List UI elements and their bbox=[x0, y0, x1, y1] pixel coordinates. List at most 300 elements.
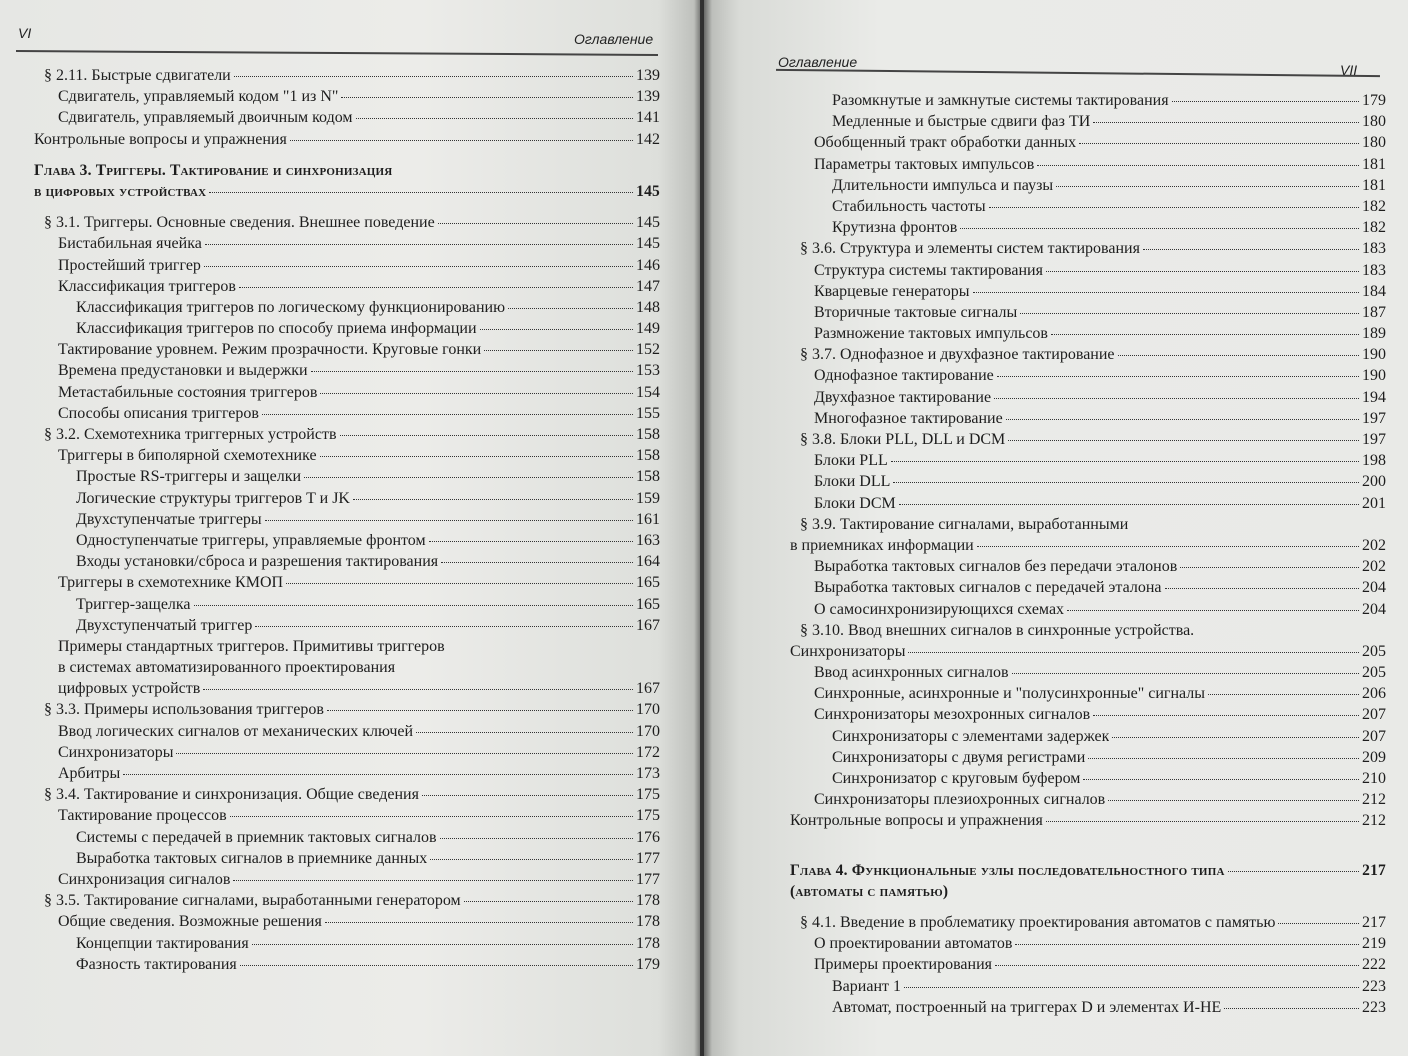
toc-entry-title: Ввод асинхронных сигналов bbox=[814, 664, 1009, 682]
toc-entry bbox=[34, 447, 660, 468]
toc-entry-title: Структура системы тактирования bbox=[814, 261, 1043, 279]
toc-page-number: 165 bbox=[636, 574, 660, 592]
toc-entry bbox=[34, 829, 660, 850]
toc-entry-title: Классификация триггеров по способу приема информации bbox=[76, 320, 477, 338]
toc-dot-leader bbox=[1067, 610, 1359, 611]
toc-entry-title: § 3.6. Структура и элементы систем тактирования bbox=[800, 240, 1140, 258]
toc-entry bbox=[790, 579, 1386, 600]
toc-entry-title: О проектировании автоматов bbox=[814, 935, 1013, 953]
toc-dot-leader bbox=[240, 965, 633, 966]
toc-entry-title: в системах автоматизированного проектирования bbox=[58, 659, 396, 677]
toc-entry bbox=[34, 680, 660, 701]
toc-page-number: 142 bbox=[636, 130, 660, 148]
toc-entry-title: § 3.10. Ввод внешних сигналов в синхронные устройства. bbox=[800, 621, 1195, 639]
toc-entry bbox=[790, 92, 1386, 113]
toc-entry bbox=[34, 490, 660, 511]
right-running-head: Оглавление bbox=[778, 54, 858, 70]
toc-entry-title: § 3.9. Тактирование сигналами, выработанными bbox=[800, 515, 1129, 533]
toc-entry bbox=[34, 320, 660, 341]
toc-dot-leader bbox=[908, 652, 1359, 653]
left-folio: VI bbox=[18, 25, 32, 41]
toc-entry bbox=[790, 728, 1386, 749]
toc-entry-title: Сдвигатель, управляемый двоичным кодом bbox=[58, 109, 353, 127]
toc-entry-title: § 4.1. Введение в проблематику проектирования автоматов с памятью bbox=[800, 913, 1276, 931]
toc-dot-leader bbox=[252, 944, 633, 945]
toc-dot-leader bbox=[1278, 923, 1359, 924]
toc-dot-leader bbox=[960, 228, 1359, 229]
toc-entry bbox=[34, 362, 660, 383]
toc-entry bbox=[790, 770, 1386, 791]
toc-dot-leader bbox=[327, 710, 633, 711]
toc-dot-leader bbox=[1051, 334, 1359, 335]
toc-entry bbox=[790, 219, 1386, 240]
left-toc-list bbox=[34, 67, 660, 977]
toc-entry-title: Вторичные тактовые сигналы bbox=[814, 303, 1018, 321]
toc-dot-leader bbox=[904, 987, 1359, 988]
toc-page-number: 147 bbox=[636, 277, 660, 295]
toc-page-number: 180 bbox=[1362, 113, 1386, 131]
toc-dot-leader bbox=[234, 76, 633, 77]
toc-page-number: 179 bbox=[636, 955, 660, 973]
toc-dot-leader bbox=[416, 732, 633, 733]
toc-dot-leader bbox=[286, 583, 633, 584]
toc-dot-leader bbox=[1112, 737, 1359, 738]
toc-entry-title: Размножение тактовых импульсов bbox=[814, 325, 1048, 343]
toc-entry-title: Общие сведения. Возможные решения bbox=[58, 913, 322, 931]
toc-entry-title: Концепции тактирования bbox=[76, 934, 249, 952]
toc-dot-leader bbox=[1015, 944, 1359, 945]
toc-page-number: 163 bbox=[636, 531, 660, 549]
toc-page-number: 181 bbox=[1362, 155, 1386, 173]
toc-dot-leader bbox=[340, 435, 633, 436]
toc-entry-title: Вариант 1 bbox=[832, 977, 901, 995]
toc-page-number: 204 bbox=[1362, 600, 1386, 618]
toc-entry bbox=[34, 426, 660, 447]
toc-page-number: 154 bbox=[636, 383, 660, 401]
toc-entry bbox=[34, 659, 660, 680]
toc-entry bbox=[790, 177, 1386, 198]
toc-page-number: 139 bbox=[636, 88, 660, 106]
toc-entry-title: Двухфазное тактирование bbox=[814, 388, 992, 406]
toc-entry-title: Крутизна фронтов bbox=[832, 219, 958, 237]
toc-page-number: 205 bbox=[1362, 642, 1386, 660]
toc-page-number: 158 bbox=[636, 447, 660, 465]
toc-page-number: 209 bbox=[1362, 748, 1386, 766]
toc-page-number: 181 bbox=[1362, 176, 1386, 194]
toc-page-number: 200 bbox=[1362, 473, 1386, 491]
toc-entry bbox=[34, 214, 660, 235]
toc-entry bbox=[34, 723, 660, 744]
toc-dot-leader bbox=[899, 504, 1359, 505]
toc-entry-title: в цифровых устройствах bbox=[34, 182, 207, 200]
toc-entry bbox=[34, 88, 660, 109]
toc-entry-title: Синхронные, асинхронные и "полусинхронные" сигналы bbox=[814, 685, 1206, 703]
toc-entry bbox=[790, 283, 1386, 304]
left-running-head: Оглавление bbox=[574, 31, 654, 47]
toc-dot-leader bbox=[422, 795, 633, 796]
toc-entry-title: Примеры проектирования bbox=[814, 956, 992, 974]
toc-page-number: 173 bbox=[636, 765, 660, 782]
toc-page-number: 176 bbox=[636, 828, 660, 846]
right-toc-list bbox=[790, 92, 1386, 1020]
toc-dot-leader bbox=[1020, 313, 1359, 314]
toc-page-number: 212 bbox=[1362, 791, 1386, 809]
toc-dot-leader bbox=[1006, 419, 1359, 420]
toc-entry-title: Глава 4. Функциональные узлы последовательностного типа bbox=[790, 861, 1225, 879]
toc-dot-leader bbox=[430, 859, 633, 860]
toc-dot-leader bbox=[325, 922, 633, 923]
toc-dot-leader bbox=[1172, 101, 1359, 102]
toc-entry-title: Разомкнутые и замкнутые системы тактирования bbox=[832, 92, 1169, 109]
toc-entry-title: Фазность тактирования bbox=[76, 955, 237, 973]
toc-entry bbox=[790, 978, 1386, 999]
toc-entry bbox=[790, 346, 1386, 367]
toc-entry bbox=[790, 134, 1386, 155]
toc-entry bbox=[34, 257, 660, 278]
toc-entry bbox=[790, 622, 1386, 643]
toc-page-number: 145 bbox=[636, 214, 660, 232]
toc-dot-leader bbox=[997, 376, 1359, 377]
toc-page-number: 139 bbox=[636, 67, 660, 84]
toc-page-number: 197 bbox=[1362, 431, 1386, 448]
toc-dot-leader bbox=[440, 838, 633, 839]
toc-page-number: 202 bbox=[1362, 558, 1386, 576]
toc-dot-leader bbox=[989, 207, 1359, 208]
toc-dot-leader bbox=[176, 753, 633, 754]
toc-page-number: 197 bbox=[1362, 409, 1386, 427]
toc-entry bbox=[790, 601, 1386, 622]
toc-dot-leader bbox=[194, 605, 633, 606]
toc-entry-title: Синхронизаторы с двумя регистрами bbox=[832, 748, 1086, 766]
toc-dot-leader bbox=[1046, 821, 1359, 822]
toc-entry bbox=[34, 235, 660, 256]
toc-chapter-heading bbox=[790, 862, 1386, 883]
toc-page-number: 149 bbox=[636, 320, 660, 338]
toc-entry-title: Выработка тактовых сигналов с передачей эталона bbox=[814, 579, 1162, 597]
toc-entry bbox=[790, 749, 1386, 770]
toc-entry-title: Триггеры в схемотехнике КМОП bbox=[58, 574, 284, 592]
toc-entry-title: Синхронизаторы с элементами задержек bbox=[832, 727, 1110, 745]
toc-entry bbox=[34, 405, 660, 426]
toc-entry-title: Системы с передачей в приемник тактовых сигналов bbox=[76, 828, 437, 846]
toc-dot-leader bbox=[891, 461, 1359, 462]
toc-page-number: 210 bbox=[1362, 770, 1386, 787]
toc-entry-title: Синхронизаторы bbox=[58, 743, 174, 761]
toc-page-number: 182 bbox=[1362, 197, 1386, 215]
toc-page-number: 207 bbox=[1362, 706, 1386, 724]
toc-dot-leader bbox=[353, 499, 633, 500]
toc-page-number: 212 bbox=[1362, 812, 1386, 830]
toc-page-number: 153 bbox=[636, 362, 660, 380]
toc-entry bbox=[790, 367, 1386, 388]
toc-entry-title: Контрольные вопросы и упражнения bbox=[34, 130, 287, 148]
toc-dot-leader bbox=[484, 350, 633, 351]
toc-entry-title: Кварцевые генераторы bbox=[814, 282, 970, 300]
toc-entry-title: цифровых устройств bbox=[58, 680, 201, 698]
toc-entry bbox=[34, 765, 660, 786]
toc-dot-leader bbox=[320, 393, 633, 394]
toc-dot-leader bbox=[1224, 1008, 1359, 1009]
toc-page-number: 155 bbox=[636, 404, 660, 422]
toc-dot-leader bbox=[441, 562, 633, 563]
toc-page-number: 190 bbox=[1362, 367, 1386, 385]
toc-entry-title: § 3.4. Тактирование и синхронизация. Общие сведения bbox=[44, 786, 419, 804]
toc-page-number: 177 bbox=[636, 849, 660, 867]
toc-page-number: 177 bbox=[636, 870, 660, 888]
toc-entry-title: в приемниках информации bbox=[790, 536, 974, 554]
toc-dot-leader bbox=[1208, 694, 1359, 695]
toc-entry bbox=[790, 685, 1386, 706]
toc-entry bbox=[34, 701, 660, 722]
toc-entry bbox=[790, 537, 1386, 558]
toc-entry-title: Стабильность частоты bbox=[832, 197, 986, 215]
toc-dot-leader bbox=[464, 901, 633, 902]
toc-entry bbox=[790, 389, 1386, 410]
toc-dot-leader bbox=[1037, 165, 1359, 166]
toc-page-number: 148 bbox=[636, 298, 660, 316]
toc-entry bbox=[790, 558, 1386, 579]
toc-dot-leader bbox=[1079, 143, 1359, 144]
toc-entry-title: Логические структуры триггеров T и JK bbox=[76, 489, 350, 507]
toc-chapter-heading bbox=[790, 883, 1386, 904]
toc-entry-title: Медленные и быстрые сдвиги фаз ТИ bbox=[832, 113, 1091, 131]
toc-entry-title: § 3.8. Блоки PLL, DLL и DCM bbox=[800, 431, 1006, 448]
toc-entry bbox=[790, 473, 1386, 494]
toc-entry bbox=[34, 807, 660, 828]
toc-entry bbox=[34, 850, 660, 871]
toc-entry-title: § 3.2. Схемотехника триггерных устройств bbox=[44, 426, 337, 443]
toc-entry-title: Одноступенчатые триггеры, управляемые фронтом bbox=[76, 531, 426, 549]
toc-entry bbox=[790, 706, 1386, 727]
toc-page-number: 159 bbox=[636, 489, 660, 507]
toc-entry bbox=[790, 999, 1386, 1020]
toc-entry-title: Многофазное тактирование bbox=[814, 409, 1003, 427]
toc-page-number: 165 bbox=[636, 595, 660, 613]
toc-entry bbox=[34, 341, 660, 362]
toc-entry bbox=[790, 304, 1386, 325]
toc-dot-leader bbox=[304, 477, 633, 478]
toc-dot-leader bbox=[438, 223, 633, 224]
toc-entry bbox=[34, 468, 660, 489]
toc-page-number: 145 bbox=[636, 235, 660, 253]
toc-entry-title: Синхронизаторы плезиохронных сигналов bbox=[814, 791, 1106, 809]
toc-entry bbox=[34, 596, 660, 617]
toc-page-number: 183 bbox=[1362, 261, 1386, 279]
toc-entry-title: Времена предустановки и выдержки bbox=[58, 362, 308, 380]
toc-entry-title: Входы установки/сброса и разрешения тактирования bbox=[76, 553, 439, 571]
toc-dot-leader bbox=[893, 482, 1359, 483]
toc-entry-title: Глава 3. Триггеры. Тактирование и синхронизация bbox=[34, 161, 393, 179]
toc-page-number: 201 bbox=[1362, 494, 1386, 512]
book-gutter bbox=[694, 0, 712, 1056]
toc-entry bbox=[34, 956, 660, 977]
toc-entry bbox=[34, 278, 660, 299]
toc-page-number: 207 bbox=[1362, 727, 1386, 745]
toc-dot-leader bbox=[290, 140, 633, 141]
toc-page-number: 172 bbox=[636, 743, 660, 761]
toc-entry bbox=[34, 574, 660, 595]
toc-page-number: 183 bbox=[1362, 240, 1386, 258]
toc-dot-leader bbox=[230, 816, 633, 817]
toc-entry bbox=[790, 516, 1386, 537]
toc-entry-title: Двухступенчатый триггер bbox=[76, 616, 253, 634]
toc-dot-leader bbox=[480, 329, 633, 330]
toc-page-number: 223 bbox=[1362, 977, 1386, 995]
toc-entry-title: Тактирование процессов bbox=[58, 807, 227, 825]
toc-entry bbox=[34, 553, 660, 574]
toc-dot-leader bbox=[204, 266, 633, 267]
toc-entry bbox=[790, 791, 1386, 812]
toc-page-number: 187 bbox=[1362, 303, 1386, 321]
toc-page-number: 175 bbox=[636, 807, 660, 825]
toc-entry-title: Классификация триггеров bbox=[58, 277, 236, 295]
toc-entry bbox=[790, 240, 1386, 261]
toc-page-number: 164 bbox=[636, 553, 660, 571]
toc-page-number: 198 bbox=[1362, 452, 1386, 470]
toc-page-number: 158 bbox=[636, 426, 660, 443]
toc-page-number: 194 bbox=[1362, 388, 1386, 406]
toc-entry-title: Автомат, построенный на триггерах D и элементах И-НЕ bbox=[832, 998, 1222, 1016]
toc-dot-leader bbox=[123, 774, 633, 775]
toc-page-number: 141 bbox=[636, 109, 660, 127]
toc-entry-title: Двухступенчатые триггеры bbox=[76, 510, 262, 528]
toc-dot-leader bbox=[209, 192, 633, 193]
toc-dot-leader bbox=[1056, 186, 1359, 187]
toc-entry-title: Однофазное тактирование bbox=[814, 367, 994, 385]
toc-dot-leader bbox=[429, 541, 633, 542]
toc-entry bbox=[34, 532, 660, 553]
toc-page-number: 167 bbox=[636, 616, 660, 634]
toc-entry-title: Блоки PLL bbox=[814, 452, 888, 470]
toc-dot-leader bbox=[1228, 871, 1360, 872]
toc-dot-leader bbox=[1046, 271, 1359, 272]
toc-entry-title: Выработка тактовых сигналов без передачи эталонов bbox=[814, 558, 1178, 576]
toc-entry bbox=[790, 431, 1386, 452]
toc-page-number: 189 bbox=[1362, 325, 1386, 343]
toc-page-number: 219 bbox=[1362, 935, 1386, 953]
toc-entry bbox=[34, 67, 660, 88]
toc-page-number: 146 bbox=[636, 256, 660, 274]
toc-entry-title: Примеры стандартных триггеров. Примитивы триггеров bbox=[58, 637, 445, 655]
toc-entry-title: Классификация триггеров по логическому функционированию bbox=[76, 298, 506, 316]
toc-entry bbox=[790, 935, 1386, 956]
toc-entry bbox=[790, 156, 1386, 177]
toc-entry-title: Выработка тактовых сигналов в приемнике данных bbox=[76, 849, 428, 867]
toc-page-number: 175 bbox=[636, 786, 660, 804]
toc-dot-leader bbox=[255, 626, 633, 627]
toc-dot-leader bbox=[356, 118, 633, 119]
toc-entry-title: Ввод логических сигналов от механических ключей bbox=[58, 722, 414, 740]
toc-chapter-heading bbox=[34, 162, 660, 183]
right-header-rule bbox=[776, 69, 1380, 77]
toc-entry bbox=[790, 664, 1386, 685]
toc-entry-title: § 3.1. Триггеры. Основные сведения. Внешнее поведение bbox=[44, 214, 435, 232]
toc-dot-leader bbox=[239, 287, 633, 288]
toc-dot-leader bbox=[1180, 567, 1359, 568]
toc-page-number: 179 bbox=[1362, 92, 1386, 109]
toc-entry-title: Длительности импульса и паузы bbox=[832, 176, 1054, 194]
toc-dot-leader bbox=[262, 414, 633, 415]
toc-page-number: 217 bbox=[1362, 913, 1386, 931]
toc-dot-leader bbox=[508, 308, 633, 309]
toc-entry bbox=[790, 495, 1386, 516]
toc-dot-leader bbox=[1012, 673, 1359, 674]
toc-entry-title: § 2.11. Быстрые сдвигатели bbox=[44, 67, 231, 84]
toc-dot-leader bbox=[1143, 249, 1359, 250]
toc-entry-title: Бистабильная ячейка bbox=[58, 235, 202, 253]
toc-page-number: 202 bbox=[1362, 536, 1386, 554]
toc-entry-title: Синхронизаторы bbox=[790, 642, 906, 660]
toc-entry-title: Триггеры в биполярной схемотехнике bbox=[58, 447, 317, 465]
toc-dot-leader bbox=[1093, 715, 1359, 716]
toc-entry-title: Простые RS-триггеры и защелки bbox=[76, 468, 302, 486]
toc-entry bbox=[790, 262, 1386, 283]
toc-entry bbox=[790, 113, 1386, 134]
toc-dot-leader bbox=[233, 880, 633, 881]
toc-entry bbox=[34, 935, 660, 956]
toc-dot-leader bbox=[341, 97, 633, 98]
toc-dot-leader bbox=[994, 398, 1359, 399]
toc-page-number: 205 bbox=[1362, 664, 1386, 682]
toc-entry bbox=[34, 511, 660, 532]
toc-page-number: 178 bbox=[636, 913, 660, 931]
toc-entry-title: Обобщенный тракт обработки данных bbox=[814, 134, 1077, 152]
toc-page-number: 190 bbox=[1362, 346, 1386, 364]
toc-entry-title: Сдвигатель, управляемый кодом "1 из N" bbox=[58, 88, 339, 106]
right-page bbox=[704, 0, 1408, 1056]
toc-entry bbox=[34, 638, 660, 659]
toc-dot-leader bbox=[977, 546, 1359, 547]
left-page bbox=[0, 0, 700, 1056]
toc-entry bbox=[790, 914, 1386, 935]
toc-dot-leader bbox=[1165, 588, 1360, 589]
toc-entry-title: Способы описания триггеров bbox=[58, 404, 259, 422]
toc-dot-leader bbox=[203, 689, 633, 690]
left-header-rule bbox=[16, 50, 658, 56]
toc-entry-title: О самосинхронизирующихся схемах bbox=[814, 600, 1065, 618]
toc-page-number: 178 bbox=[636, 934, 660, 952]
toc-page-number: 222 bbox=[1362, 956, 1386, 974]
toc-entry-title: Контрольные вопросы и упражнения bbox=[790, 812, 1043, 830]
toc-entry-title: Метастабильные состояния триггеров bbox=[58, 383, 318, 401]
toc-page-number: 152 bbox=[636, 341, 660, 359]
toc-dot-leader bbox=[1108, 800, 1359, 801]
toc-entry bbox=[790, 410, 1386, 431]
toc-page-number: 170 bbox=[636, 701, 660, 719]
toc-entry bbox=[34, 131, 660, 152]
toc-entry-title: Синхронизация сигналов bbox=[58, 870, 231, 888]
toc-entry bbox=[790, 325, 1386, 346]
toc-dot-leader bbox=[1118, 355, 1359, 356]
toc-entry bbox=[34, 299, 660, 320]
toc-entry bbox=[790, 956, 1386, 977]
toc-page-number: 204 bbox=[1362, 579, 1386, 597]
toc-entry bbox=[34, 871, 660, 892]
toc-entry-title: (автоматы с памятью) bbox=[790, 882, 949, 900]
toc-page-number: 178 bbox=[636, 892, 660, 910]
toc-dot-leader bbox=[973, 292, 1359, 293]
toc-entry-title: Триггер-защелка bbox=[76, 595, 191, 613]
toc-dot-leader bbox=[265, 520, 633, 521]
toc-page-number: 145 bbox=[636, 182, 660, 200]
toc-entry bbox=[790, 452, 1386, 473]
toc-page-number: 180 bbox=[1362, 134, 1386, 152]
toc-dot-leader bbox=[995, 965, 1359, 966]
toc-entry bbox=[790, 198, 1386, 219]
toc-page-number: 182 bbox=[1362, 219, 1386, 237]
right-folio: VII bbox=[1340, 62, 1358, 78]
toc-page-number: 206 bbox=[1362, 685, 1386, 703]
